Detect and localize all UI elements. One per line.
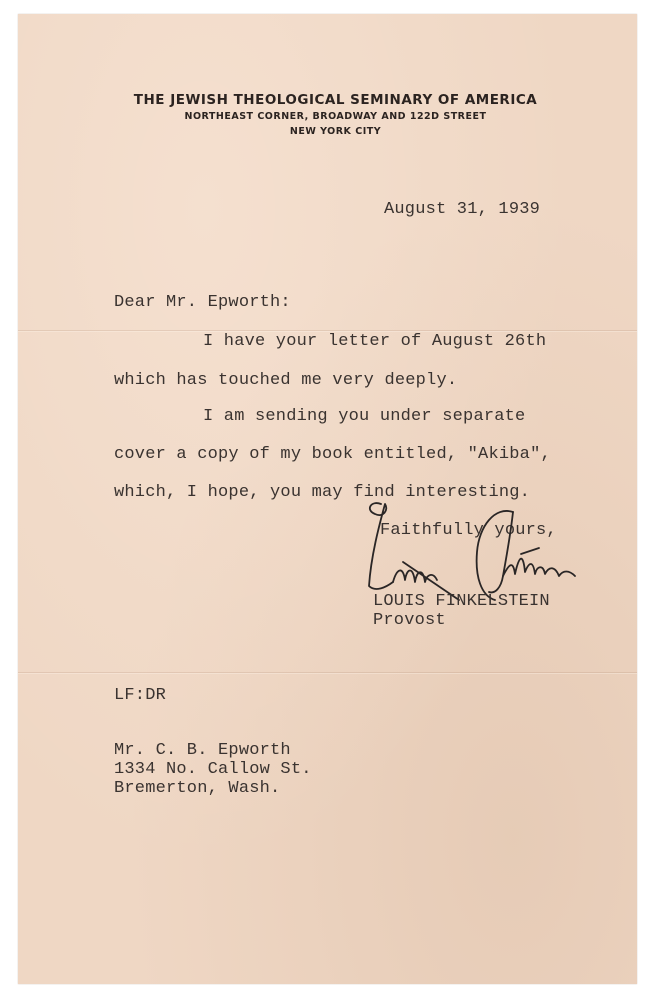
body-line-5: which, I hope, you may find interesting. bbox=[114, 483, 531, 502]
signer-title: Provost bbox=[373, 611, 446, 630]
recipient-name: Mr. C. B. Epworth bbox=[114, 741, 291, 760]
body-line-2: which has touched me very deeply. bbox=[114, 371, 458, 390]
body-line-4: cover a copy of my book entitled, "Akiba", bbox=[114, 445, 551, 464]
body-line-1: I have your letter of August 26th bbox=[203, 332, 547, 351]
signature bbox=[363, 496, 583, 606]
signer-name: LOUIS FINKELSTEIN bbox=[373, 592, 550, 611]
fold-line-lower bbox=[18, 672, 637, 674]
letter-date: August 31, 1939 bbox=[384, 200, 541, 219]
salutation: Dear Mr. Epworth: bbox=[114, 293, 291, 312]
letterhead-address: NORTHEAST CORNER, BROADWAY AND 122D STREET bbox=[184, 111, 487, 122]
recipient-city: Bremerton, Wash. bbox=[114, 779, 281, 798]
letterhead-organization: THE JEWISH THEOLOGICAL SEMINARY OF AMERICA bbox=[133, 92, 538, 108]
closing: Faithfully yours, bbox=[380, 521, 557, 540]
body-line-3: I am sending you under separate bbox=[203, 407, 526, 426]
letterhead-city: NEW YORK CITY bbox=[289, 126, 382, 137]
letter-sheet bbox=[18, 14, 637, 984]
recipient-street: 1334 No. Callow St. bbox=[114, 760, 312, 779]
reference-initials: LF:DR bbox=[114, 686, 167, 705]
